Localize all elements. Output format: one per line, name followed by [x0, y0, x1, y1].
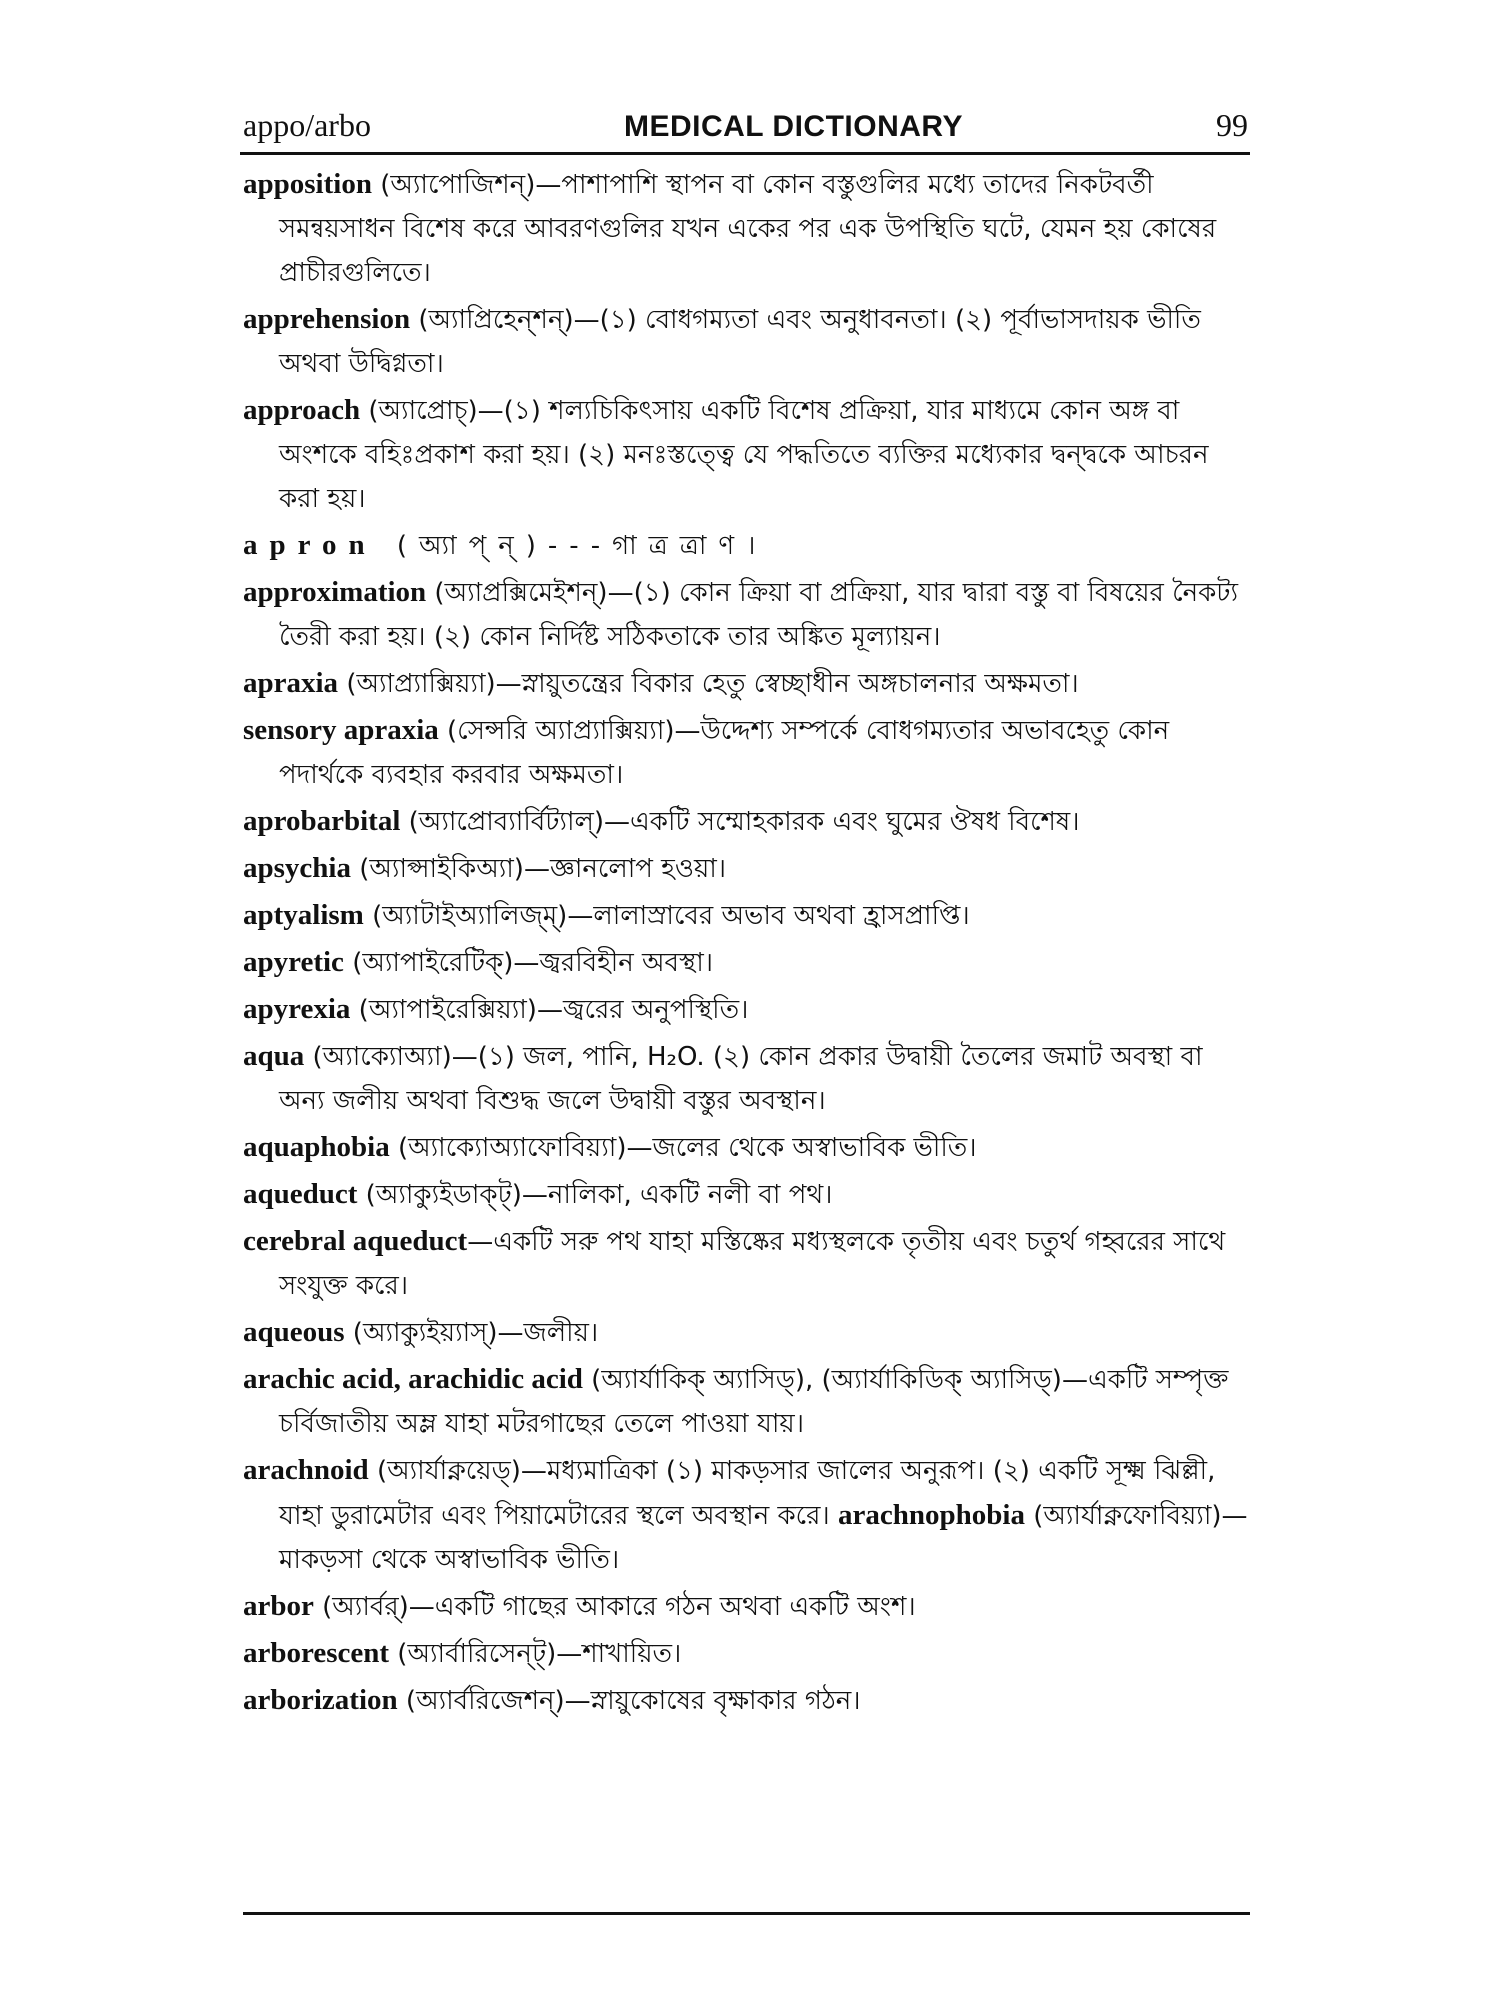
- dictionary-entry: [243, 1034, 1248, 1123]
- headword: aptyalism: [243, 899, 364, 931]
- dictionary-entry: [243, 297, 1248, 386]
- definition: (অ্যাক্যুইয়্যাস্)—জলীয়।: [344, 1318, 599, 1348]
- definition: (অ্যার্যাকিক্ অ্যাসিড্), (অ্যার্যাকিডিক্ অ্যাসিড্)—একটি সম্পৃক্ত চর্বিজাতীয় অম্ল যাহা মটরগাছের তেলে পাওয়া যায়।: [279, 1365, 1229, 1439]
- headword: aquaphobia: [243, 1131, 390, 1163]
- header-guide-words: appo/arbo: [243, 107, 371, 143]
- dictionary-entry: [243, 708, 1248, 797]
- headword: apprehension: [243, 303, 411, 335]
- headword: aprobarbital: [243, 805, 401, 837]
- dictionary-entry: [243, 1584, 1248, 1629]
- definition: (অ্যাপাইরেক্সিয়্যা)—জ্বরের অনুপস্থিতি।: [350, 995, 749, 1025]
- headword: arachic acid, arachidic acid: [243, 1363, 583, 1395]
- dictionary-entry: [243, 1631, 1248, 1676]
- headword: aqueous: [243, 1316, 345, 1348]
- definition: (অ্যাপ্‌ন্)---গাত্রত্রাণ।: [376, 531, 768, 561]
- definition: (অ্যাপোজিশন্)—পাশাপাশি স্থাপন বা কোন বস্তুগুলির মধ্যে তাদের নিকটবর্তী সমন্বয়সাধন বিশেষ করে আবরণগুলির যখন একের পর এক উপস্থিতি ঘটে, যেমন হয় কোষের প্রাচীরগুলিতে।: [279, 170, 1217, 288]
- dictionary-entry: [243, 987, 1248, 1032]
- definition: (অ্যার্যাক্নয়েড্)—মধ্যমাত্রিকা (১) মাকড়সার জালের অনুরূপ। (২) একটি সূক্ষ্ম ঝিল্লী, যাহা ডুরামেটার এবং পিয়ামেটারের স্থলে অবস্থান করে।: [279, 1456, 1216, 1531]
- dictionary-entry: [243, 940, 1248, 985]
- dictionary-entry: [243, 570, 1248, 659]
- dictionary-entry: [243, 799, 1248, 844]
- definition: (অ্যার্বরিজেশন্)—স্নায়ুকোষের বৃক্ষাকার গঠন।: [397, 1686, 861, 1716]
- dictionary-entry: [243, 1357, 1248, 1446]
- dictionary-entry: [243, 162, 1248, 295]
- definition: (অ্যাপ্রক্সিমেইশন্)—(১) কোন ক্রিয়া বা প্রক্রিয়া, যার দ্বারা বস্তু বা বিষয়ের নৈকট্য তৈরী করা হয়। (২) কোন নির্দিষ্ট সঠিকতাকে তার অঙ্কিত মূল্যায়ন।: [279, 578, 1238, 652]
- definition: (অ্যার্বারিসেন্ট্)—শাখায়িত।: [389, 1639, 682, 1669]
- headword: apsychia: [243, 852, 351, 884]
- header-title: MEDICAL DICTIONARY: [623, 110, 963, 143]
- definition: (অ্যাক্যুইডাক্ট্)—নালিকা, একটি নলী বা পথ।: [357, 1180, 833, 1210]
- headword: arborization: [243, 1684, 398, 1716]
- headword: arbor: [243, 1590, 314, 1622]
- headword: apyretic: [243, 946, 344, 978]
- dictionary-entry: [243, 846, 1248, 891]
- definition: (অ্যাপ্র্যাক্সিয়্যা)—স্নায়ুতন্ত্রের বিকার হেতু স্বেচ্ছাধীন অঙ্গচালনার অক্ষমতা।: [338, 669, 1079, 699]
- definition: (অ্যার্বর্)—একটি গাছের আকারে গঠন অথবা একটি অংশ।: [313, 1592, 916, 1622]
- headword: approach: [243, 394, 361, 426]
- dictionary-entry: [243, 893, 1248, 938]
- dictionary-entry: [243, 1172, 1248, 1217]
- header-rule: [240, 152, 1250, 155]
- headword: apposition: [243, 168, 372, 200]
- headword: sensory apraxia: [243, 714, 439, 746]
- definition: (অ্যাপ্সাইকিঅ্যা)—জ্ঞানলোপ হওয়া।: [350, 854, 727, 884]
- headword: aqueduct: [243, 1178, 358, 1210]
- dictionary-entry: [243, 661, 1248, 706]
- headword: approximation: [243, 576, 427, 608]
- dictionary-entry: [243, 388, 1248, 521]
- headword: cerebral aqueduct: [243, 1225, 468, 1257]
- definition: —একটি সরু পথ যাহা মস্তিষ্কের মধ্যস্থলকে তৃতীয় এবং চতুর্থ গহ্বরের সাথে সংযুক্ত করে।: [279, 1227, 1226, 1301]
- headword: aqua: [243, 1040, 305, 1072]
- headword: arachnophobia: [838, 1499, 1025, 1531]
- dictionary-entry: [243, 1219, 1248, 1308]
- definition: (অ্যাপ্রোচ্)—(১) শল্যচিকিৎসায় একটি বিশেষ প্রক্রিয়া, যার মাধ্যমে কোন অঙ্গ বা অংশকে বহিঃপ্রকাশ করা হয়। (২) মনঃস্তত্ত্বে যে পদ্ধতিতে ব্যক্তির মধ্যেকার দ্বন্দ্বকে আচরন করা হয়।: [279, 396, 1209, 514]
- definition: (অ্যাপাইরেটিক্)—জ্বরবিহীন অবস্থা।: [343, 948, 714, 978]
- definition: (অ্যাপ্রিহেন্শন্)—(১) বোধগম্যতা এবং অনুধাবনতা। (২) পূর্বাভাসদায়ক ভীতি অথবা উদ্বিগ্নতা।: [279, 305, 1201, 379]
- dictionary-entry: [243, 1125, 1248, 1170]
- footer-rule: [243, 1912, 1250, 1915]
- headword: apraxia: [243, 667, 339, 699]
- dictionary-entry: [243, 1448, 1248, 1582]
- definition: (অ্যাক্যোঅ্যাফোবিয়্যা)—জলের থেকে অস্বাভাবিক ভীতি।: [389, 1133, 977, 1163]
- dictionary-entry: [243, 1678, 1248, 1723]
- definition: (অ্যাটাইঅ্যালিজ্ম্)—লালাস্রাবের অভাব অথবা হ্রাসপ্রাপ্তি।: [363, 901, 970, 931]
- definition: (অ্যার্যাক্নফোবিয়্যা)—মাকড়সা থেকে অস্বাভাবিক ভীতি।: [279, 1501, 1248, 1575]
- headword: apron: [243, 529, 377, 561]
- headword: arachnoid: [243, 1454, 369, 1486]
- definition: (অ্যাক্যোঅ্যা)—(১) জল, পানি, H₂O. (২) কোন প্রকার উদ্বায়ী তৈলের জমাট অবস্থা বা অন্য জলীয় অথবা বিশুদ্ধ জলে উদ্বায়ী বস্তুর অবস্থান।: [279, 1042, 1203, 1116]
- definition: (সেন্সরি অ্যাপ্র্যাক্সিয়্যা)—উদ্দেশ্য সম্পর্কে বোধগম্যতার অভাবহেতু কোন পদার্থকে ব্যবহার করবার অক্ষমতা।: [279, 716, 1170, 790]
- page-number: 99: [1215, 107, 1248, 143]
- dictionary-entry: [243, 1310, 1248, 1355]
- headword: arborescent: [243, 1637, 390, 1669]
- entry-list: [243, 162, 1248, 1725]
- page-header: [243, 100, 1248, 144]
- dictionary-entry: [243, 523, 1248, 568]
- headword: apyrexia: [243, 993, 351, 1025]
- definition: (অ্যাপ্রোব্যার্বিট্যাল্)—একটি সম্মোহকারক এবং ঘুমের ঔষধ বিশেষ।: [400, 807, 1080, 837]
